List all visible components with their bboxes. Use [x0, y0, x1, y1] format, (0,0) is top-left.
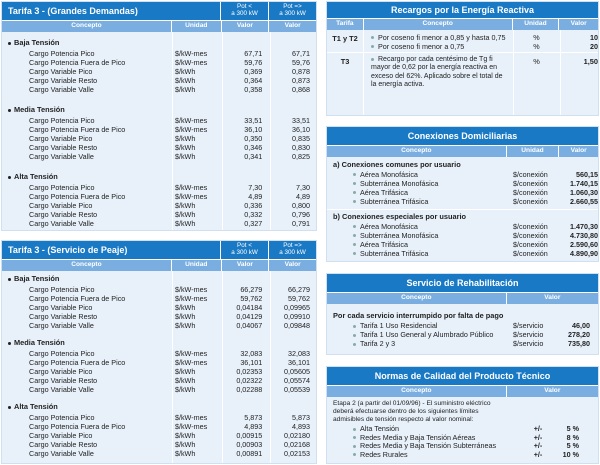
- row-unidad: $/kWh: [174, 75, 196, 85]
- norma-signo: +/-: [533, 424, 543, 434]
- tarifa3-sp-body: [2, 271, 316, 458]
- row-valor-lt: 0,00915: [236, 430, 263, 440]
- recargo-valor: 10: [590, 32, 598, 42]
- group-heading: Media Tensión: [2, 339, 316, 349]
- conexion-valor: 1.740,15: [570, 178, 598, 188]
- row-concepto: Cargo Variable Valle: [29, 320, 94, 330]
- row-valor-lt: 0,358: [244, 84, 263, 94]
- conexiones-group-heading: a) Conexiones comunes por usuario: [333, 160, 461, 169]
- row-valor-lt: 0,350: [244, 133, 263, 143]
- normas-title: Normas de Calidad del Producto Técnico: [374, 370, 551, 381]
- recargos-title: Recargos por la Energía Reactiva: [390, 4, 535, 15]
- row-concepto: Cargo Variable Valle: [29, 218, 94, 228]
- row-unidad: $/kWh: [174, 66, 196, 76]
- conexion-unidad: $/conexión: [513, 187, 548, 197]
- recargos-t3-label: T3: [340, 57, 350, 66]
- recargo-row: [363, 33, 599, 42]
- row-valor-lt: 33,51: [244, 115, 263, 125]
- row-concepto: Cargo Potencia Pico: [29, 348, 95, 358]
- row-valor-ge: 0,05574: [284, 375, 310, 385]
- rehab-valor: 735,80: [568, 339, 590, 349]
- table-row: [2, 349, 316, 358]
- table-row: [2, 85, 316, 94]
- conexiones-panel: [326, 126, 599, 262]
- tarifa3-sp-col-lt: Pot < a 300 kW: [220, 241, 268, 259]
- tarifa3-servicio-peaje-panel: [1, 240, 317, 464]
- row-unidad: $/kW-mes: [174, 115, 208, 125]
- row-unidad: $/kW-mes: [174, 124, 208, 134]
- row-valor-lt: 0,369: [244, 66, 263, 76]
- row-concepto: Cargo Variable Resto: [29, 311, 98, 321]
- norma-signo: +/-: [533, 432, 543, 442]
- bullet-icon: [353, 436, 356, 439]
- group-heading: Alta Tensión: [2, 173, 316, 183]
- row-valor-lt: 0,336: [244, 200, 263, 210]
- row-valor-ge: 5,873: [291, 412, 310, 422]
- row-valor-ge: 66,279: [288, 284, 310, 294]
- tarifa3-sp-column-header: Concepto Unidad Valor Valor: [2, 259, 316, 271]
- row-unidad: $/kWh: [174, 448, 196, 458]
- rehab-unidad: $/servicio: [513, 339, 544, 349]
- table-row: [2, 134, 316, 143]
- tarifa3-sp-header: [2, 241, 316, 259]
- table-row: [2, 67, 316, 76]
- recargos-column-header: Tarifa Concepto Unidad Valor: [327, 18, 598, 30]
- normas-column-header: Concepto Valor: [327, 385, 598, 397]
- row-valor-lt: 36,10: [244, 124, 263, 134]
- row-valor-lt: 0,00903: [236, 439, 263, 449]
- table-row: [2, 58, 316, 67]
- conexion-valor: 2.660,55: [570, 196, 598, 206]
- bullet-icon: [8, 109, 11, 112]
- rehabilitacion-header: [327, 274, 598, 292]
- norma-row: [327, 450, 598, 459]
- rehab-unidad: $/servicio: [513, 330, 544, 340]
- recargos-t3-text: Recargo por cada centésimo de Tg fi mayor de 0,62 por la energía reactiva en exceso del 62%. Aplicado sobre el total de la energía activa.: [371, 56, 503, 89]
- conexion-row: [327, 231, 598, 240]
- table-row: [2, 285, 316, 294]
- conexion-concepto: Aérea Trifásica: [327, 241, 513, 248]
- norma-valor: 8 %: [566, 432, 579, 442]
- conexion-concepto: Aérea Trifásica: [327, 189, 513, 196]
- tarifa3-gd-col-lt: Pot < a 300 kW: [220, 2, 268, 20]
- rehabilitacion-title: Servicio de Rehabilitación: [406, 277, 519, 288]
- row-valor-lt: 0,04067: [236, 320, 263, 330]
- row-concepto: Cargo Potencia Pico: [29, 48, 95, 58]
- tarifa3-gd-header: [2, 2, 316, 20]
- row-concepto: Cargo Variable Resto: [29, 439, 98, 449]
- conexion-row: [327, 179, 598, 188]
- conexion-concepto: Subterránea Monofásica: [327, 180, 513, 187]
- conexion-valor: 1.470,30: [570, 221, 598, 231]
- table-row: [2, 219, 316, 228]
- row-valor-lt: 4,89: [248, 191, 263, 201]
- row-concepto: Cargo Variable Valle: [29, 384, 94, 394]
- tarifa3-gd-title: Tarifa 3 - (Grandes Demandas): [8, 5, 138, 16]
- rehab-unidad: $/servicio: [513, 321, 544, 331]
- row-valor-ge: 4,893: [291, 421, 310, 431]
- norma-concepto: Redes Media y Baja Tensión Subterráneas: [327, 442, 523, 449]
- bullet-icon: [8, 42, 11, 45]
- table-row: [2, 303, 316, 312]
- conexion-unidad: $/conexión: [513, 248, 548, 258]
- bullet-icon: [353, 325, 356, 328]
- recargos-t1-label: T1 y T2: [332, 34, 358, 43]
- row-concepto: Cargo Variable Pico: [29, 66, 93, 76]
- row-concepto: Cargo Variable Pico: [29, 200, 93, 210]
- rehab-valor: 278,20: [568, 330, 590, 340]
- conexion-row: [327, 240, 598, 249]
- table-row: [2, 76, 316, 85]
- bullet-icon: [353, 453, 356, 456]
- bullet-icon: [353, 428, 356, 431]
- bullet-icon: [353, 182, 356, 185]
- table-row: [2, 312, 316, 321]
- bullet-icon: [8, 406, 11, 409]
- row-unidad: $/kWh: [174, 384, 196, 394]
- normas-header: [327, 367, 598, 385]
- row-valor-lt: 0,364: [244, 75, 263, 85]
- row-unidad: $/kW-mes: [174, 182, 208, 192]
- row-unidad: $/kWh: [174, 133, 196, 143]
- row-valor-ge: 0,791: [291, 218, 310, 228]
- conexion-row: [327, 197, 598, 206]
- recargos-t3-block: [327, 53, 598, 103]
- row-unidad: $/kWh: [174, 366, 196, 376]
- row-unidad: $/kW-mes: [174, 284, 208, 294]
- rehabilitacion-column-header: Concepto Valor: [327, 292, 598, 304]
- row-concepto: Cargo Potencia Fuera de Pico: [29, 357, 126, 367]
- row-valor-lt: 0,00891: [236, 448, 263, 458]
- tarifa3-sp-title: Tarifa 3 - (Servicio de Peaje): [8, 244, 128, 255]
- row-valor-lt: 36,101: [240, 357, 263, 367]
- row-valor-lt: 0,327: [244, 218, 263, 228]
- row-concepto: Cargo Variable Resto: [29, 75, 98, 85]
- conexion-unidad: $/conexión: [513, 230, 548, 240]
- table-row: [2, 376, 316, 385]
- table-row: [2, 385, 316, 394]
- row-unidad: $/kW-mes: [174, 348, 208, 358]
- table-row: [2, 440, 316, 449]
- row-valor-ge: 36,10: [291, 124, 310, 134]
- row-valor-ge: 59,762: [288, 293, 310, 303]
- row-unidad: $/kW-mes: [174, 357, 208, 367]
- recargo-unidad: %: [533, 41, 540, 51]
- row-valor-lt: 5,873: [244, 412, 263, 422]
- conexion-valor: 4.890,90: [570, 248, 598, 258]
- conexion-concepto: Aérea Monofásica: [327, 223, 513, 230]
- table-row: [2, 367, 316, 376]
- tarifa3-gd-column-header: Concepto Unidad Valor Valor: [2, 20, 316, 32]
- group-heading: Alta Tensión: [2, 403, 316, 413]
- bullet-icon: [353, 173, 356, 176]
- conexion-row: [327, 188, 598, 197]
- recargo-concepto: Por coseno fi menor a 0,75: [363, 43, 513, 50]
- row-valor-ge: 33,51: [291, 115, 310, 125]
- row-valor-ge: 0,02168: [284, 439, 310, 449]
- row-valor-lt: 66,279: [240, 284, 263, 294]
- conexiones-column-header: Concepto Unidad Valor: [327, 145, 598, 157]
- norma-concepto: Alta Tensión: [327, 425, 523, 432]
- conexion-valor: 4.730,80: [570, 230, 598, 240]
- recargos-t3-unidad: %: [533, 57, 540, 66]
- row-concepto: Cargo Potencia Pico: [29, 115, 95, 125]
- bullet-icon: [353, 234, 356, 237]
- row-concepto: Cargo Variable Resto: [29, 142, 98, 152]
- row-unidad: $/kWh: [174, 320, 196, 330]
- row-valor-ge: 0,09848: [284, 320, 310, 330]
- row-concepto: Cargo Variable Resto: [29, 375, 98, 385]
- conexiones-header: [327, 127, 598, 145]
- row-concepto: Cargo Potencia Fuera de Pico: [29, 293, 126, 303]
- row-unidad: $/kW-mes: [174, 191, 208, 201]
- rehab-concepto: Tarifa 1 Uso Residencial: [327, 322, 513, 329]
- bullet-icon: [353, 343, 356, 346]
- table-row: [2, 358, 316, 367]
- row-valor-lt: 0,02322: [236, 375, 263, 385]
- conexion-concepto: Subterránea Monofásica: [327, 232, 513, 239]
- table-row: [2, 422, 316, 431]
- norma-valor: 5 %: [566, 424, 579, 434]
- conexion-valor: 560,15: [576, 169, 598, 179]
- row-valor-ge: 0,835: [291, 133, 310, 143]
- bullet-icon: [353, 252, 356, 255]
- row-valor-ge: 67,71: [291, 48, 310, 58]
- row-valor-ge: 7,30: [295, 182, 310, 192]
- rehab-row: [327, 330, 598, 339]
- tarifa3-gd-body: [2, 32, 316, 228]
- table-row: [2, 143, 316, 152]
- row-valor-ge: 0,796: [291, 209, 310, 219]
- row-concepto: Cargo Variable Resto: [29, 209, 98, 219]
- row-unidad: $/kWh: [174, 218, 196, 228]
- row-unidad: $/kWh: [174, 84, 196, 94]
- table-row: [2, 294, 316, 303]
- recargos-header: [327, 2, 598, 18]
- bullet-icon: [8, 342, 11, 345]
- bullet-icon: [371, 45, 374, 48]
- row-unidad: $/kW-mes: [174, 293, 208, 303]
- row-unidad: $/kWh: [174, 430, 196, 440]
- row-valor-ge: 0,02180: [284, 430, 310, 440]
- bullet-icon: [353, 225, 356, 228]
- bullet-icon: [353, 334, 356, 337]
- row-valor-lt: 32,083: [240, 348, 263, 358]
- rehabilitacion-body: [327, 319, 598, 348]
- table-row: [2, 49, 316, 58]
- conexion-unidad: $/conexión: [513, 221, 548, 231]
- conexion-unidad: $/conexión: [513, 196, 548, 206]
- rehab-concepto: Tarifa 1 Uso General y Alumbrado Público: [327, 331, 513, 338]
- recargo-unidad: %: [533, 32, 540, 42]
- row-valor-ge: 0,825: [291, 151, 310, 161]
- normas-body: [327, 425, 598, 459]
- conexion-concepto: Aérea Monofásica: [327, 171, 513, 178]
- norma-concepto: Redes Rurales: [327, 451, 523, 458]
- conexion-row: [327, 170, 598, 179]
- table-row: [2, 116, 316, 125]
- table-row: [2, 152, 316, 161]
- row-unidad: $/kWh: [174, 209, 196, 219]
- bullet-icon: [353, 445, 356, 448]
- row-valor-ge: 0,05605: [284, 366, 310, 376]
- recargos-t1-block: [327, 30, 598, 52]
- bullet-icon: [353, 191, 356, 194]
- normas-panel: [326, 366, 599, 464]
- row-valor-ge: 0,800: [291, 200, 310, 210]
- row-unidad: $/kW-mes: [174, 57, 208, 67]
- bullet-icon: [8, 278, 11, 281]
- recargo-valor: 20: [590, 41, 598, 51]
- table-row: [2, 125, 316, 134]
- row-concepto: Cargo Variable Valle: [29, 151, 94, 161]
- conexion-valor: 2.590,60: [570, 239, 598, 249]
- row-valor-ge: 36,101: [288, 357, 310, 367]
- norma-signo: +/-: [533, 441, 543, 451]
- table-row: [2, 201, 316, 210]
- rehab-row: [327, 321, 598, 330]
- row-concepto: Cargo Potencia Pico: [29, 284, 95, 294]
- conexion-row: [327, 222, 598, 231]
- row-unidad: $/kWh: [174, 302, 196, 312]
- norma-valor: 10 %: [562, 449, 579, 459]
- row-valor-lt: 0,04129: [236, 311, 263, 321]
- row-valor-ge: 59,76: [291, 57, 310, 67]
- row-unidad: $/kWh: [174, 200, 196, 210]
- row-valor-ge: 32,083: [288, 348, 310, 358]
- row-valor-ge: 4,89: [295, 191, 310, 201]
- row-valor-ge: 0,868: [291, 84, 310, 94]
- norma-valor: 5 %: [566, 441, 579, 451]
- row-unidad: $/kWh: [174, 151, 196, 161]
- conexion-unidad: $/conexión: [513, 169, 548, 179]
- table-row: [2, 210, 316, 219]
- norma-signo: +/-: [533, 449, 543, 459]
- row-concepto: Cargo Variable Pico: [29, 133, 93, 143]
- row-unidad: $/kWh: [174, 375, 196, 385]
- conexion-valor: 1.060,30: [570, 187, 598, 197]
- group-heading: Baja Tensión: [2, 39, 316, 49]
- row-valor-lt: 7,30: [248, 182, 263, 192]
- row-unidad: $/kW-mes: [174, 48, 208, 58]
- row-concepto: Cargo Potencia Pico: [29, 182, 95, 192]
- row-valor-ge: 0,09910: [284, 311, 310, 321]
- row-unidad: $/kWh: [174, 142, 196, 152]
- conexion-row: [327, 249, 598, 258]
- row-valor-ge: 0,09965: [284, 302, 310, 312]
- row-concepto: Cargo Variable Valle: [29, 84, 94, 94]
- row-concepto: Cargo Potencia Pico: [29, 412, 95, 422]
- rehab-concepto: Tarifa 2 y 3: [327, 340, 513, 347]
- conexion-concepto: Subterránea Trifásica: [327, 250, 513, 257]
- rehabilitacion-group: Por cada servicio interrumpido por falta de pago: [333, 311, 504, 320]
- row-valor-lt: 0,346: [244, 142, 263, 152]
- row-concepto: Cargo Variable Valle: [29, 448, 94, 458]
- row-valor-lt: 59,762: [240, 293, 263, 303]
- conexiones-title: Conexiones Domiciliarias: [407, 130, 518, 141]
- bullet-icon: [371, 36, 374, 39]
- row-unidad: $/kWh: [174, 311, 196, 321]
- row-concepto: Cargo Potencia Fuera de Pico: [29, 57, 126, 67]
- row-valor-ge: 0,873: [291, 75, 310, 85]
- row-valor-lt: 0,341: [244, 151, 263, 161]
- row-valor-lt: 0,02353: [236, 366, 263, 376]
- table-row: [2, 413, 316, 422]
- row-valor-lt: 0,332: [244, 209, 263, 219]
- row-concepto: Cargo Potencia Fuera de Pico: [29, 421, 126, 431]
- conexion-unidad: $/conexión: [513, 239, 548, 249]
- norma-concepto: Redes Media y Baja Tensión Aéreas: [327, 434, 523, 441]
- table-row: [2, 192, 316, 201]
- row-valor-lt: 0,02288: [236, 384, 263, 394]
- rehabilitacion-panel: [326, 273, 599, 355]
- normas-text: Etapa 2 (a partir del 01/09/96) - El suministro eléctrico deberá efectuarse dentro de los siguientes límites admisibles de tensión respecto al valor nominal:: [333, 400, 491, 423]
- conexiones-group-heading: b) Conexiones especiales por usuario: [333, 212, 467, 221]
- table-row: [2, 321, 316, 330]
- row-valor-lt: 59,76: [244, 57, 263, 67]
- row-valor-ge: 0,05539: [284, 384, 310, 394]
- recargo-row: [363, 42, 599, 51]
- group-heading: Media Tensión: [2, 106, 316, 116]
- row-concepto: Cargo Variable Pico: [29, 302, 93, 312]
- row-valor-lt: 67,71: [244, 48, 263, 58]
- row-unidad: $/kW-mes: [174, 412, 208, 422]
- row-valor-lt: 4,893: [244, 421, 263, 431]
- table-row: [2, 449, 316, 458]
- tarifa3-grandes-demandas-panel: [1, 1, 317, 231]
- conexion-concepto: Subterránea Trifásica: [327, 198, 513, 205]
- row-valor-ge: 0,02153: [284, 448, 310, 458]
- conexiones-body: [327, 157, 598, 258]
- row-valor-ge: 0,878: [291, 66, 310, 76]
- bullet-icon: [353, 243, 356, 246]
- rehab-valor: 46,00: [572, 321, 590, 331]
- row-concepto: Cargo Variable Pico: [29, 430, 93, 440]
- row-unidad: $/kWh: [174, 439, 196, 449]
- bullet-icon: [8, 176, 11, 179]
- row-concepto: Cargo Variable Pico: [29, 366, 93, 376]
- recargo-concepto: Por coseno fi menor a 0,85 y hasta 0,75: [363, 34, 513, 41]
- tarifa3-gd-col-ge: Pot => a 300 kW: [268, 2, 316, 20]
- table-row: [2, 431, 316, 440]
- rehab-row: [327, 339, 598, 348]
- row-valor-lt: 0,04184: [236, 302, 263, 312]
- conexion-unidad: $/conexión: [513, 178, 548, 188]
- row-concepto: Cargo Potencia Fuera de Pico: [29, 124, 126, 134]
- bullet-icon: [353, 200, 356, 203]
- tarifa3-sp-col-ge: Pot => a 300 kW: [268, 241, 316, 259]
- group-heading: Baja Tensión: [2, 275, 316, 285]
- recargos-panel: [326, 1, 599, 116]
- recargos-t3-valor: 1,50: [583, 57, 598, 66]
- table-row: [2, 183, 316, 192]
- row-concepto: Cargo Potencia Fuera de Pico: [29, 191, 126, 201]
- row-valor-ge: 0,830: [291, 142, 310, 152]
- row-unidad: $/kW-mes: [174, 421, 208, 431]
